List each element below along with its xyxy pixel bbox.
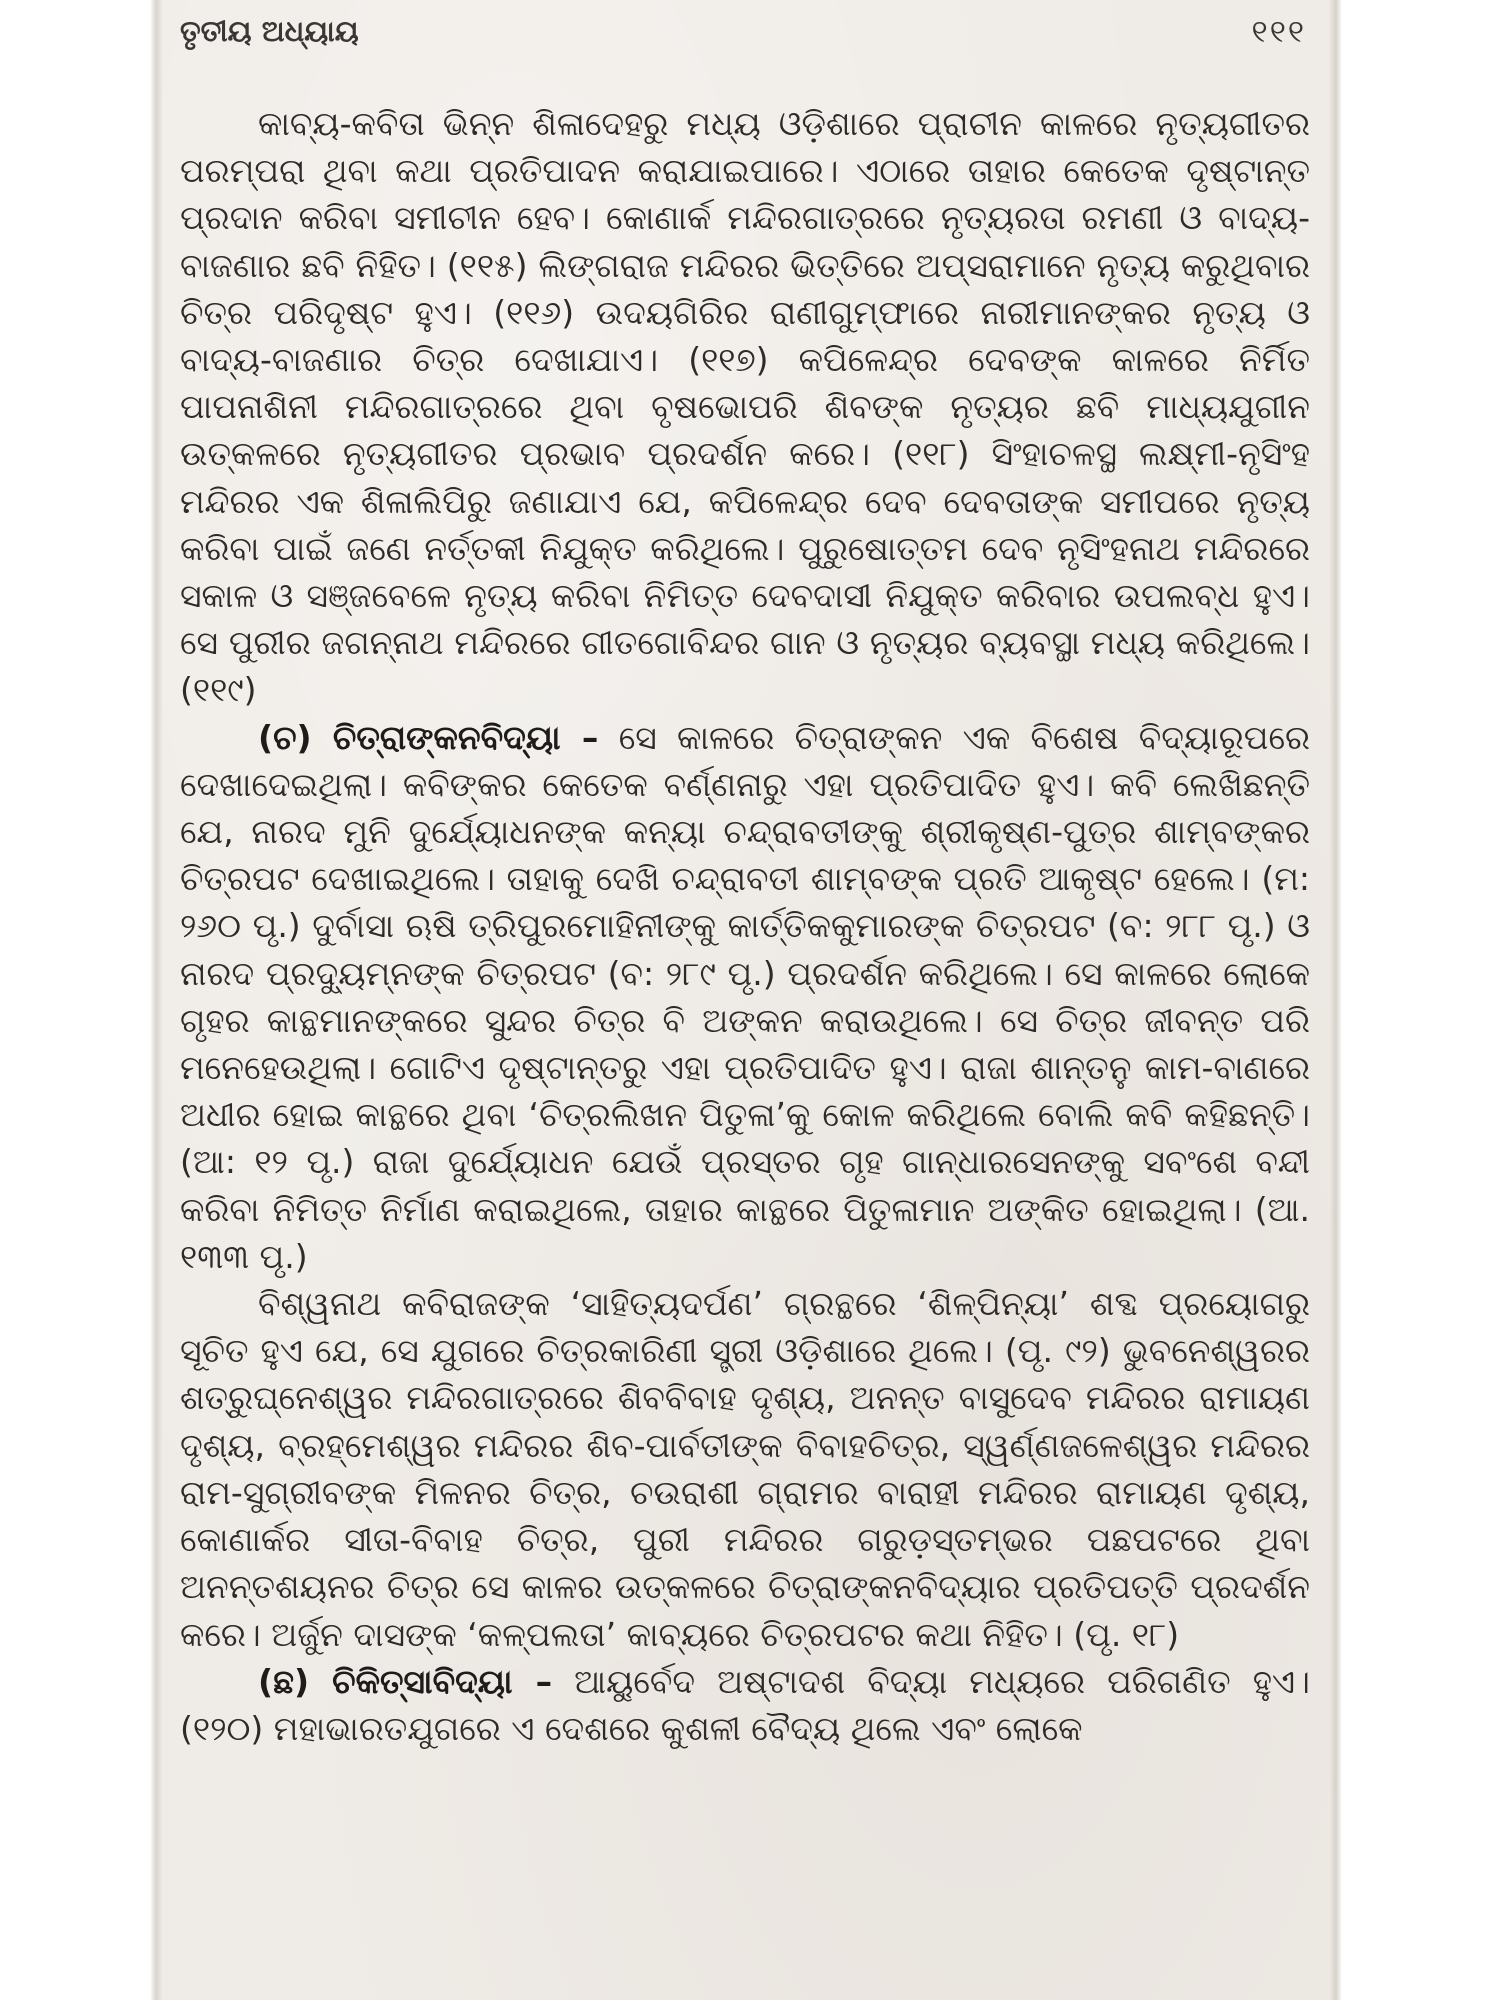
- paragraph-medicine: [180, 1658, 1310, 1752]
- section-heading-medicine: (ଛ) ଚିକିତ୍ସାବିଦ୍ୟା –: [258, 1661, 553, 1701]
- paragraph-text: କାବ୍ୟ-କବିତା ଭିନ୍ନ ଶିଳାଦେହରୁ ମଧ୍ୟ ଓଡ଼ିଶାରେ ପ୍ରାଚୀନ କାଳରେ ନୃତ୍ୟଗୀତର ପରମ୍ପରା ଥିବା କଥା ପ୍ରତିପାଦନ କରାଯାଇପାରେ। ଏଠାରେ ତାହାର କେତେକ ଦୃଷ୍ଟାନ୍ତ ପ୍ରଦାନ କରିବା ସମୀଚୀନ ହେବ। କୋଣାର୍କ ମନ୍ଦିରଗାତ୍ରରେ ନୃତ୍ୟରତା ରମଣୀ ଓ ବାଦ୍ୟ-ବାଜଣାର ଛବି ନିହିତ। (୧୧୫) ଲିଙ୍ଗରାଜ ମନ୍ଦିରର ଭିତ୍ତିରେ ଅପ୍ସରାମାନେ ନୃତ୍ୟ କରୁଥିବାର ଚିତ୍ର ପରିଦୃଷ୍ଟ ହୁଏ। (୧୧୬) ଉଦୟଗିରିର ରାଣୀଗୁମ୍ଫାରେ ନାରୀମାନଙ୍କର ନୃତ୍ୟ ଓ ବାଦ୍ୟ-ବାଜଣାର ଚିତ୍ର ଦେଖାଯାଏ। (୧୧୭) କପିଳେନ୍ଦ୍ର ଦେବଙ୍କ କାଳରେ ନିର୍ମିତ ପାପନାଶିନୀ ମନ୍ଦିରଗାତ୍ରରେ ଥିବା ବୃଷଭୋପରି ଶିବଙ୍କ ନୃତ୍ୟର ଛବି ମାଧ୍ୟଯୁଗୀନ ଉତ୍କଳରେ ନୃତ୍ୟଗୀତର ପ୍ରଭାବ ପ୍ରଦର୍ଶନ କରେ। (୧୧୮) ସିଂହାଚଳସ୍ଥ ଲକ୍ଷ୍ମୀ-ନୃସିଂହ ମନ୍ଦିରର ଏକ ଶିଳାଲିପିରୁ ଜଣାଯାଏ ଯେ, କପିଳେନ୍ଦ୍ର ଦେବ ଦେବତାଙ୍କ ସମୀପରେ ନୃତ୍ୟ କରିବା ପାଇଁ ଜଣେ ନର୍ତ୍ତକୀ ନିଯୁକ୍ତ କରିଥିଲେ। ପୁରୁଷୋତ୍ତମ ଦେବ ନୃସିଂହନାଥ ମନ୍ଦିରରେ ସକାଳ ଓ ସଞ୍ଜବେଳେ ନୃତ୍ୟ କରିବା ନିମିତ୍ତ ଦେବଦାସୀ ନିଯୁକ୍ତ କରିବାର ଉପଲବ୍ଧ ହୁଏ। ସେ ପୁରୀର ଜଗନ୍ନାଥ ମନ୍ଦିରରେ ଗୀତଗୋବିନ୍ଦର ଗାନ ଓ ନୃତ୍ୟର ବ୍ୟବସ୍ଥା ମଧ୍ୟ କରିଥିଲେ। (୧୧୯): [180, 104, 1310, 710]
- section-heading-painting: (ଚ) ଚିତ୍ରାଙ୍କନବିଦ୍ୟା –: [258, 717, 599, 757]
- paragraph-text: ସେ କାଳରେ ଚିତ୍ରାଙ୍କନ ଏକ ବିଶେଷ ବିଦ୍ୟାରୂପରେ ଦେଖାଦେଇଥିଲା। କବିଙ୍କର କେତେକ ବର୍ଣ୍ଣନାରୁ ଏହା ପ୍ରତିପାଦିତ ହୁଏ। କବି ଲେଖିଛନ୍ତି ଯେ, ନାରଦ ମୁନି ଦୁର୍ଯ୍ୟୋଧନଙ୍କ କନ୍ୟା ଚନ୍ଦ୍ରାବତୀଙ୍କୁ ଶ୍ରୀକୃଷ୍ଣ-ପୁତ୍ର ଶାମ୍ବଙ୍କର ଚିତ୍ରପଟ ଦେଖାଇଥିଲେ। ତାହାକୁ ଦେଖି ଚନ୍ଦ୍ରାବତୀ ଶାମ୍ବଙ୍କ ପ୍ରତି ଆକୃଷ୍ଟ ହେଲେ। (ମ: ୨୬୦ ପୃ.) ଦୁର୍ବାସା ଋଷି ତ୍ରିପୁରମୋହିନୀଙ୍କୁ କାର୍ତ୍ତିକକୁମାରଙ୍କ ଚିତ୍ରପଟ (ବ: ୨୮୮ ପୃ.) ଓ ନାରଦ ପ୍ରଦ୍ୟୁମ୍ନଙ୍କ ଚିତ୍ରପଟ (ବ: ୨୮୯ ପୃ.) ପ୍ରଦର୍ଶନ କରିଥିଲେ। ସେ କାଳରେ ଲୋକେ ଗୃହର କାନ୍ଥମାନଙ୍କରେ ସୁନ୍ଦର ଚିତ୍ର ବି ଅଙ୍କନ କରାଉଥିଲେ। ସେ ଚିତ୍ର ଜୀବନ୍ତ ପରି ମନେହେଉଥିଲା। ଗୋଟିଏ ଦୃଷ୍ଟାନ୍ତରୁ ଏହା ପ୍ରତିପାଦିତ ହୁଏ। ରାଜା ଶାନ୍ତନୁ କାମ-ବାଣରେ ଅଧୀର ହୋଇ କାନ୍ଥରେ ଥିବା ‘ଚିତ୍ରଲିଖନ ପିତୁଳା’କୁ କୋଳ କରିଥିଲେ ବୋଲି କବି କହିଛନ୍ତି। (ଆ: ୧୨ ପୃ.) ରାଜା ଦୁର୍ଯ୍ୟୋଧନ ଯେଉଁ ପ୍ରସ୍ତର ଗୃହ ଗାନ୍ଧାରସେନଙ୍କୁ ସବଂଶେ ବନ୍ଦୀ କରିବା ନିମିତ୍ତ ନିର୍ମାଣ କରାଇଥିଲେ, ତାହାର କାନ୍ଥରେ ପିତୁଳାମାନ ଅଙ୍କିତ ହୋଇଥିଲା। (ଆ. ୧୩୩ ପୃ.): [180, 717, 1310, 1276]
- scan-margin-right: [1330, 0, 1500, 2000]
- book-sheet: [162, 0, 1330, 2000]
- body-text: [180, 100, 1310, 1752]
- paragraph-painting-continued: [180, 1280, 1310, 1658]
- scan-margin-left: [0, 0, 162, 2000]
- chapter-title: ତୃତୀୟ ଅଧ୍ୟାୟ: [180, 14, 359, 48]
- paragraph-text: ବିଶ୍ୱନାଥ କବିରାଜଙ୍କ ‘ସାହିତ୍ୟଦର୍ପଣ’ ଗ୍ରନ୍ଥରେ ‘ଶିଳ୍ପିନ୍ୟା’ ଶବ୍ଦ ପ୍ରୟୋଗରୁ ସୂଚିତ ହୁଏ ଯେ, ସେ ଯୁଗରେ ଚିତ୍ରକାରିଣୀ ସ୍ତ୍ରୀ ଓଡ଼ିଶାରେ ଥିଲେ। (ପୃ. ୯୨) ଭୁବନେଶ୍ୱରର ଶତ୍ରୁଘ୍ନେଶ୍ୱର ମନ୍ଦିରଗାତ୍ରରେ ଶିବବିବାହ ଦୃଶ୍ୟ, ଅନନ୍ତ ବାସୁଦେବ ମନ୍ଦିରର ରାମାୟଣ ଦୃଶ୍ୟ, ବ୍ରହ୍ମେଶ୍ୱର ମନ୍ଦିରର ଶିବ-ପାର୍ବତୀଙ୍କ ବିବାହଚିତ୍ର, ସ୍ୱର୍ଣ୍ଣଜଳେଶ୍ୱର ମନ୍ଦିରର ରାମ-ସୁଗ୍ରୀବଙ୍କ ମିଳନର ଚିତ୍ର, ଚଉରାଶୀ ଗ୍ରାମର ବାରାହୀ ମନ୍ଦିରର ରାମାୟଣ ଦୃଶ୍ୟ, କୋଣାର୍କର ସୀତା-ବିବାହ ଚିତ୍ର, ପୁରୀ ମନ୍ଦିରର ଗରୁଡ଼ସ୍ତମ୍ଭର ପଛପଟରେ ଥିବା ଅନନ୍ତଶୟନର ଚିତ୍ର ସେ କାଳର ଉତ୍କଳରେ ଚିତ୍ରାଙ୍କନବିଦ୍ୟାର ପ୍ରତିପତ୍ତି ପ୍ରଦର୍ଶନ କରେ। ଅର୍ଜୁନ ଦାସଙ୍କ ‘କଳ୍ପଲତା’ କାବ୍ୟରେ ଚିତ୍ରପଟର କଥା ନିହିତ। (ପୃ. ୧୮): [180, 1284, 1310, 1654]
- paragraph-dance-music: [180, 100, 1310, 714]
- paragraph-text: ଆୟୁର୍ବେଦ ଅଷ୍ଟାଦଶ ବିଦ୍ୟା ମଧ୍ୟରେ ପରିଗଣିତ ହୁଏ। (୧୨୦) ମହାଭାରତଯୁଗରେ ଏ ଦେଶରେ କୁଶଳୀ ବୈଦ୍ୟ ଥିଲେ ଏବଂ ଲୋକେ: [180, 1661, 1310, 1748]
- paragraph-painting: [180, 714, 1310, 1280]
- page-number: ୧୧୧: [1251, 14, 1306, 50]
- running-head: [180, 14, 1306, 58]
